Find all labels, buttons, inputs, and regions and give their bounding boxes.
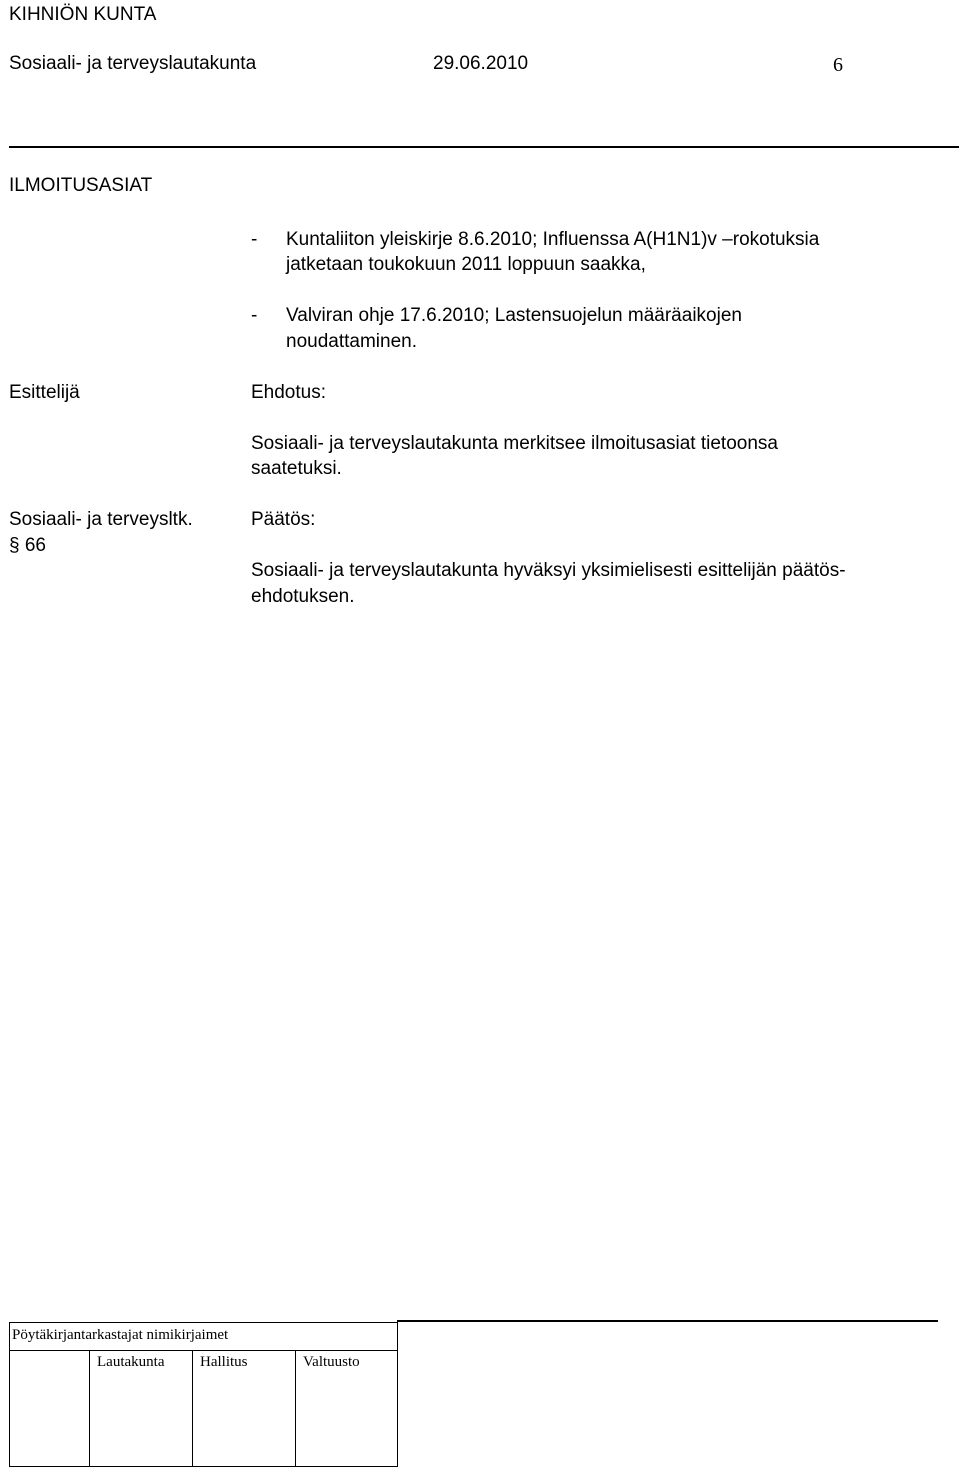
decision-body: Sosiaali- ja terveysltk. [9, 509, 193, 530]
notice-dash: - [251, 229, 258, 250]
meeting-date: 29.06.2010 [433, 53, 529, 74]
proposal-text: saatetuksi. [251, 458, 342, 479]
decision-section: § 66 [9, 535, 46, 556]
notice-line: jatketaan toukokuun 2011 loppuun saakka, [286, 254, 646, 275]
board-name: Sosiaali- ja terveyslautakunta [9, 53, 257, 74]
municipality-name: KIHNIÖN KUNTA [9, 4, 157, 25]
box-right-border [397, 1322, 398, 1467]
header-divider [9, 146, 959, 148]
cell-valtuusto: Valtuusto [303, 1354, 360, 1370]
decision-text: ehdotuksen. [251, 586, 355, 607]
initials-label: Pöytäkirjantarkastajat nimikirjaimet [12, 1327, 229, 1343]
box-top-border [9, 1322, 398, 1323]
notice-line: Kuntaliiton yleiskirje 8.6.2010; Influenssa A(H1N1)v –rokotuksia [286, 229, 820, 250]
proposal-heading: Ehdotus: [251, 382, 326, 403]
decision-text: Sosiaali- ja terveyslautakunta hyväksyi yksimielisesti esittelijän päätös- [251, 560, 846, 581]
cell-hallitus: Hallitus [200, 1354, 248, 1370]
box-bottom-border [9, 1466, 398, 1467]
proposal-text: Sosiaali- ja terveyslautakunta merkitsee ilmoitusasiat tietoonsa [251, 433, 778, 454]
cell-lautakunta: Lautakunta [97, 1354, 165, 1370]
decision-heading: Päätös: [251, 509, 316, 530]
box-col-divider [295, 1350, 296, 1466]
notice-line: Valviran ohje 17.6.2010; Lastensuojelun määräaikojen [286, 305, 742, 326]
box-row-divider [9, 1350, 398, 1351]
notice-dash: - [251, 305, 258, 326]
notice-line: noudattaminen. [286, 331, 417, 352]
section-title: ILMOITUSASIAT [9, 175, 153, 196]
box-left-border [9, 1322, 10, 1467]
box-col-divider [89, 1350, 90, 1466]
box-col-divider [192, 1350, 193, 1466]
page-number: 6 [833, 54, 843, 76]
presenter-label: Esittelijä [9, 382, 80, 403]
footer-top-rule [397, 1320, 938, 1322]
